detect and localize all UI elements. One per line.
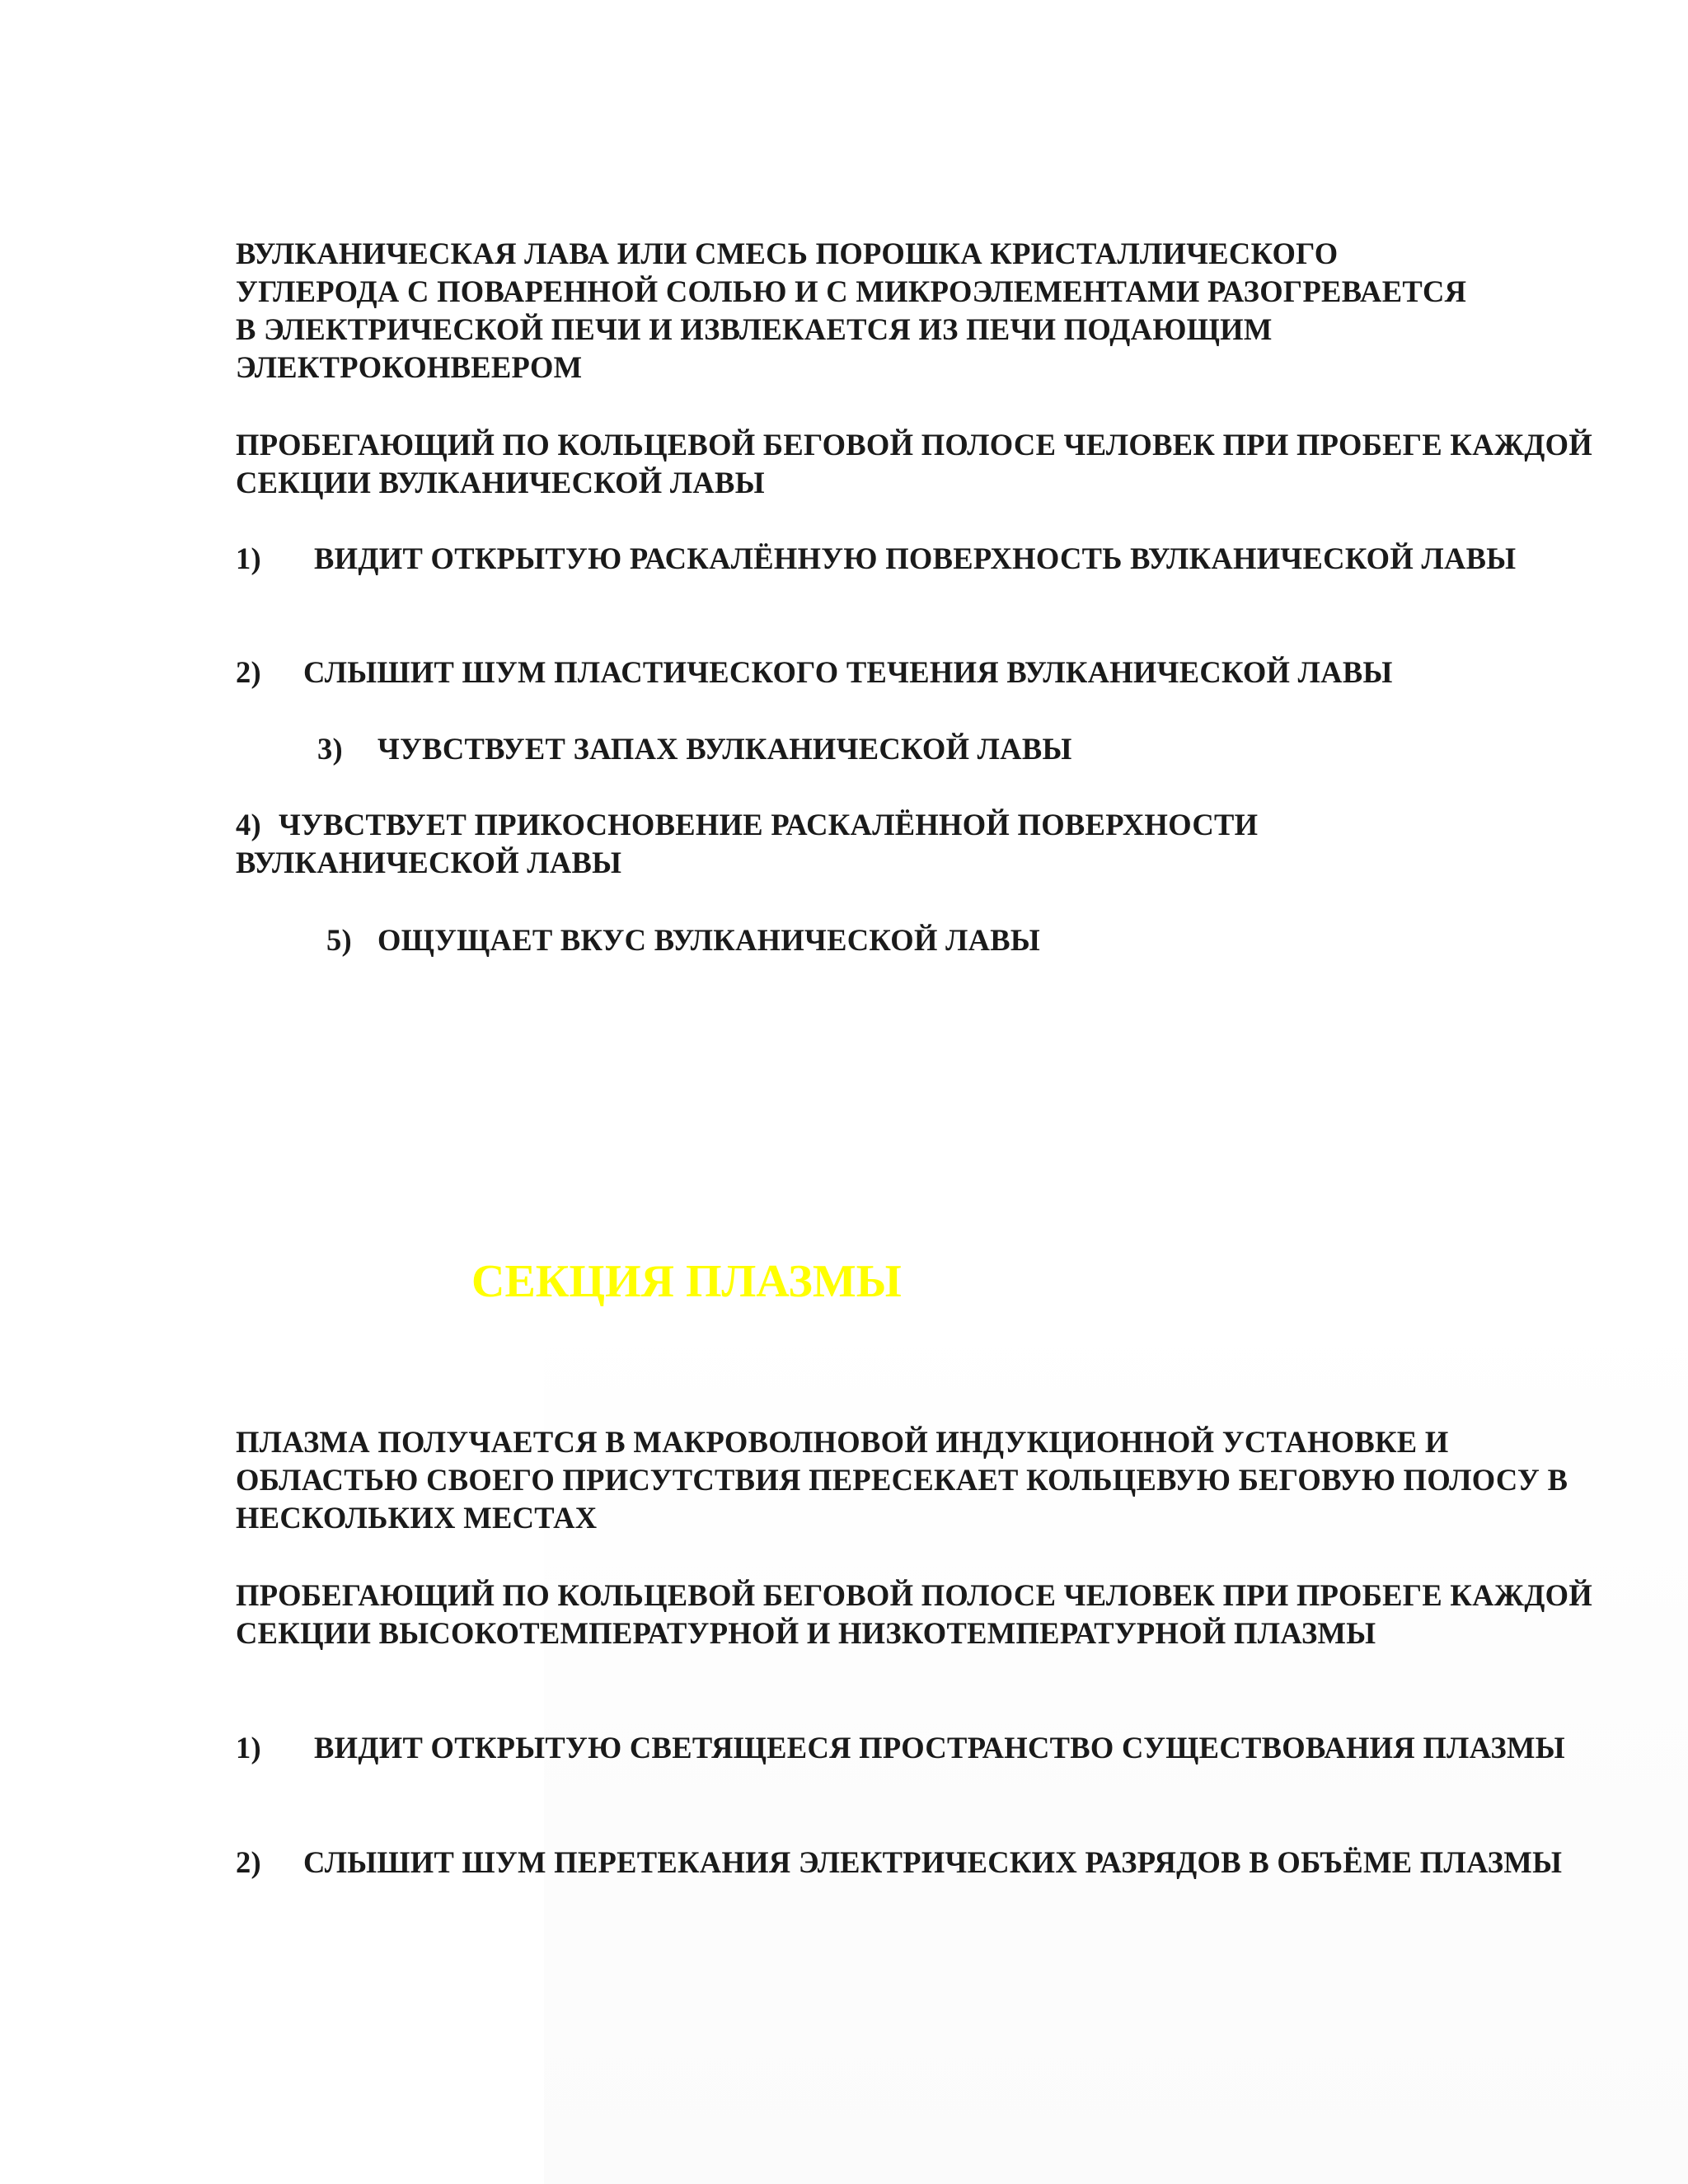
lava-item-2-text: СЛЫШИТ ШУМ ПЛАСТИЧЕСКОГО ТЕЧЕНИЯ ВУЛКАНИЧЕСКОЙ ЛАВЫ xyxy=(303,655,1393,689)
plasma-runner-paragraph: ПРОБЕГАЮЩИЙ ПО КОЛЬЦЕВОЙ БЕГОВОЙ ПОЛОСЕ ЧЕЛОВЕК ПРИ ПРОБЕГЕ КАЖДОЙ СЕКЦИИ ВЫСОКОТЕМПЕРАТУРНОЙ И НИЗКОТЕМПЕРАТУРНОЙ ПЛАЗМЫ xyxy=(236,1578,1593,1650)
lava-item-3 xyxy=(317,730,1669,768)
plasma-intro-paragraph: ПЛАЗМА ПОЛУЧАЕТСЯ В МАКРОВОЛНОВОЙ ИНДУКЦИОННОЙ УСТАНОВКЕ И ОБЛАСТЬЮ СВОЕГО ПРИСУТСТВИЯ ПЕРЕСЕКАЕТ КОЛЬЦЕВУЮ БЕГОВУЮ ПОЛОСУ В НЕСКОЛЬКИХ МЕСТАХ xyxy=(236,1425,1568,1535)
plasma-item-2-number: 2) xyxy=(236,1845,262,1879)
lava-runner-paragraph: ПРОБЕГАЮЩИЙ ПО КОЛЬЦЕВОЙ БЕГОВОЙ ПОЛОСЕ ЧЕЛОВЕК ПРИ ПРОБЕГЕ КАЖДОЙ СЕКЦИИ ВУЛКАНИЧЕСКОЙ ЛАВЫ xyxy=(236,428,1593,499)
lava-item-4-text: ЧУВСТВУЕТ ПРИКОСНОВЕНИЕ РАСКАЛЁННОЙ ПОВЕРХНОСТИ ВУЛКАНИЧЕСКОЙ ЛАВЫ xyxy=(236,808,1259,879)
lava-intro-paragraph: ВУЛКАНИЧЕСКАЯ ЛАВА ИЛИ СМЕСЬ ПОРОШКА КРИСТАЛЛИЧЕСКОГО УГЛЕРОДА С ПОВАРЕННОЙ СОЛЬЮ И С МИКРОЭЛЕМЕНТАМИ РАЗОГРЕВАЕТСЯ В ЭЛЕКТРИЧЕСКОЙ ПЕЧИ И ИЗВЛЕКАЕТСЯ ИЗ ПЕЧИ ПОДАЮЩИМ ЭЛЕКТРОКОНВЕЕРОМ xyxy=(236,237,1467,384)
plasma-section-heading: СЕКЦИЯ ПЛАЗМЫ xyxy=(471,1256,902,1307)
lava-item-3-text: ЧУВСТВУЕТ ЗАПАХ ВУЛКАНИЧЕСКОЙ ЛАВЫ xyxy=(377,732,1072,766)
plasma-item-1-number: 1) xyxy=(236,1731,262,1765)
lava-item-5 xyxy=(326,921,1678,959)
lava-item-5-text: ОЩУЩАЕТ ВКУС ВУЛКАНИЧЕСКОЙ ЛАВЫ xyxy=(377,923,1041,957)
lava-item-4 xyxy=(236,806,1390,882)
plasma-item-2-text: СЛЫШИТ ШУМ ПЕРЕТЕКАНИЯ ЭЛЕКТРИЧЕСКИХ РАЗРЯДОВ В ОБЪЁМЕ ПЛАЗМЫ xyxy=(303,1845,1563,1879)
plasma-item-1 xyxy=(236,1729,1571,1767)
lava-item-1-text: ВИДИТ ОТКРЫТУЮ РАСКАЛЁННУЮ ПОВЕРХНОСТЬ ВУЛКАНИЧЕСКОЙ ЛАВЫ xyxy=(314,541,1517,575)
lava-item-4-number: 4) xyxy=(236,808,262,841)
plasma-item-1-text: ВИДИТ ОТКРЫТУЮ СВЕТЯЩЕЕСЯ ПРОСТРАНСТВО СУЩЕСТВОВАНИЯ ПЛАЗМЫ xyxy=(314,1731,1565,1765)
lava-item-1 xyxy=(236,540,1579,578)
lava-item-2 xyxy=(236,654,1587,691)
lava-item-5-number: 5) xyxy=(326,923,353,957)
plasma-item-2 xyxy=(236,1844,1571,1882)
lava-item-2-number: 2) xyxy=(236,655,262,689)
lava-item-3-number: 3) xyxy=(317,732,344,766)
lava-item-1-number: 1) xyxy=(236,541,262,575)
